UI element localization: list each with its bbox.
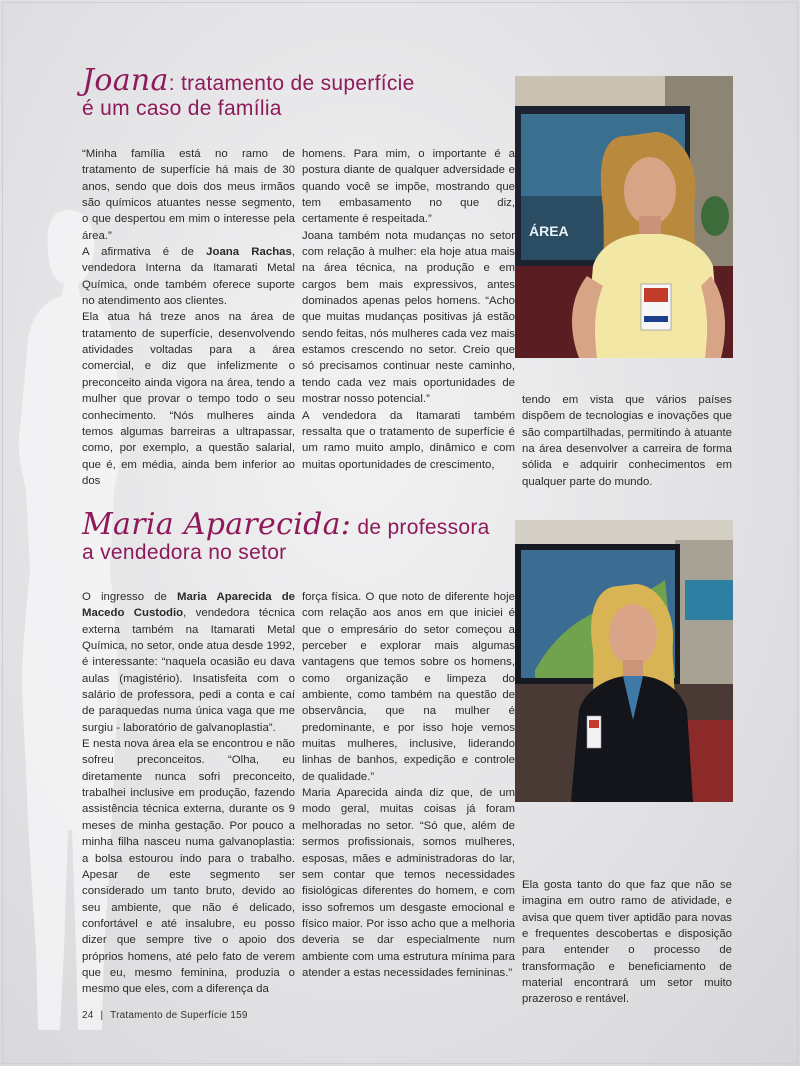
section2-column1 <box>82 589 295 998</box>
text-run: A afirmativa é de <box>82 246 207 259</box>
section1-heading-line2: é um caso de família <box>82 97 282 120</box>
section1-heading-name: Joana <box>82 63 169 98</box>
photo-maria-illustration <box>515 520 733 802</box>
section1-col2-paragraph3: A vendedora da Itamarati também ressalta que o tratamento de superfície é um ramo muito amplo, dinâmico e com muitas oportunidades de crescimento, <box>302 409 515 471</box>
booth-banner-text: ÁREA <box>529 223 569 239</box>
footer-separator: | <box>100 1010 104 1021</box>
section2-heading-line2: a vendedora no setor <box>82 541 287 564</box>
text-run: , vendedora Interna da Itamarati Metal Química, onde também oferece suporte no atendimento aos clientes. <box>82 246 295 308</box>
section1-heading <box>82 63 415 121</box>
section2-col3-paragraph1: Ela gosta tanto do que faz que não se imagina em outro ramo de atividade, e avisa que quem tiver aptidão para novas e frequentes descobertas e disposição para entender o processo de transformação e beneficiamento de material encontrará um setor muito prazeroso e rentável. <box>522 879 732 1006</box>
section2-heading-line1 <box>82 507 490 542</box>
section1-col2-paragraph1: homens. Para mim, o importante é a postura diante de qualquer adversidade e quando você se impõe, mostrando que tem embasamento no que diz, certamente é respeitada.” <box>302 148 515 226</box>
section2-col2-paragraph2: Maria Aparecida ainda diz que, de um modo geral, muitas coisas já foram melhoradas no setor. “Só que, além de sermos profissionais, somos mulheres, esposas, mães e administradoras do lar, sem contar que temos necessidades fisiológicas diferentes do homem, e com isso sofremos um desgaste emocional e físico maior. Por isso acho que a melhoria deveria se dar especialmente num ambiente com uma estrutura mínima para atender a estas necessidades femininas.” <box>302 787 515 979</box>
photo-maria-aparecida <box>515 520 733 802</box>
text-run: , vendedora técnica externa também na Itamarati Metal Química, no setor, onde atua desde 1992, é interessante: “naquela ocasião eu dava aulas (magistério). Insatisfeita com o salário de professora, pedi a conta e caí de paraquedas numa única vaga que me surgiu - laboratório de galvanoplastia”. <box>82 607 295 734</box>
section1-col2-paragraph2: Joana também nota mudanças no setor com relação à mulher: ela hoje atua mais na área técnica, na produção e em cargos bem mais expressivos, antes dominados apenas pelos homens. “Acho que muitas mudanças positivas já estão sendo feitas, nós mulheres cada vez mais estamos crescendo no setor. Creio que só precisamos continuar neste caminho, tendo cada vez mais oportunidades de mostrar nosso potencial.” <box>302 229 515 406</box>
section1-col1-paragraph1: “Minha família está no ramo de tratamento de superfície há mais de 30 anos, sendo que dois dos meus irmãos são químicos atuantes nesse segmento, o que despertou em mim o interesse pela área.” <box>82 148 295 242</box>
section2-col1-paragraph2: E nesta nova área ela se encontrou e não sofreu preconceitos. “Olha, eu diretamente nunca sofri preconceito, trabalhei inclusive em produção, fazendo assistência técnica externa, durante os 9 meses de minha gestação. Por pouco a minha filha nasceu numa galvanoplastia: a bolsa estourou indo para o trabalho. Apesar de este segmento ser considerado um tanto bruto, devido ao seu ambiente, que não é delicado, confortável e até insalubre, eu posso dizer que sempre tive o apoio dos próprios homens, até pelo fato de verem que eu, mesmo feminina, produzia o mesmo que eles, com a diferença da <box>82 738 295 996</box>
section1-column1 <box>82 146 295 489</box>
section2-heading-name: Maria Aparecida: <box>82 507 352 542</box>
publication-name: Tratamento de Superfície 159 <box>110 1010 248 1021</box>
section1-col1-paragraph3: Ela atua há treze anos na área de tratamento de superfície, desenvolvendo atividades voltadas para a área comercial, e diz que infelizmente o preconceito ainda vigora na área, tendo a mulher que provar o tempo todo o seu conhecimento. “Nós mulheres ainda temos algumas barreiras a ultrapassar, como, por exemplo, a questão salarial, que é, em média, ainda bem inferior ao dos <box>82 311 295 487</box>
section1-column2 <box>302 146 515 473</box>
section1-heading-line1 <box>82 63 415 98</box>
section2-heading-rest: de professora <box>351 516 490 539</box>
section1-col1-paragraph2 <box>82 244 295 309</box>
section1-col3-paragraph1: tendo em vista que vários países dispõem de tecnologias e inovações que são compartilhadas, permitindo à atuante na área desenvolver a carreira de forma sólida e adquirir conhecimentos em qualquer parte do mundo. <box>522 394 732 488</box>
text-run: O ingresso de <box>82 591 178 603</box>
section1-column3 <box>522 392 732 490</box>
person-name: Joana Rachas <box>206 246 292 259</box>
section2-heading <box>82 507 490 565</box>
page-number: 24 <box>82 1010 94 1021</box>
section2-column3 <box>522 877 732 1008</box>
page-footer <box>82 1010 248 1021</box>
section2-col2-paragraph1: força física. O que noto de diferente hoje com relação aos anos em que iniciei é que o empresário do setor começou a perceber e explorar mais algumas vantagens que temos sobre os homens, como organização e limpeza do ambiente, como também na questão de observância, que na mulher é predominante, e por isso hoje vemos muitas mulheres, inclusive, liderando linhas de banhos, expedição e controle de qualidade.” <box>302 591 515 783</box>
photo-joana <box>515 76 733 358</box>
person-name: Maria Aparecida de Macedo Custodio <box>82 591 295 620</box>
section2-column2 <box>302 589 515 981</box>
section1-heading-rest: : tratamento de superfície <box>168 72 415 95</box>
section2-col1-paragraph1 <box>82 589 295 736</box>
photo-joana-illustration <box>515 76 733 358</box>
